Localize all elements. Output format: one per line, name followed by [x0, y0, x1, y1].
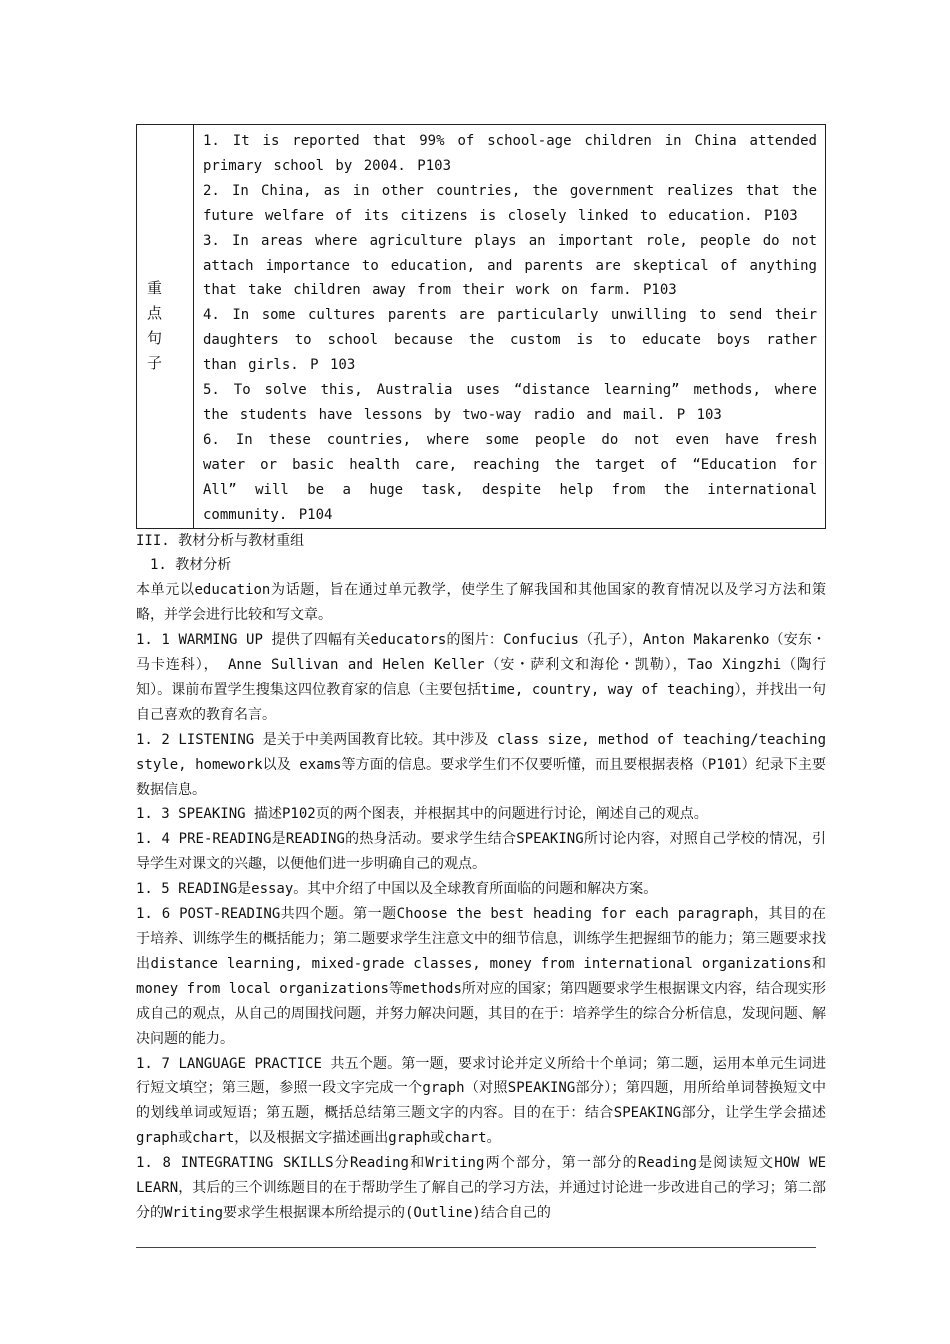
section-subheading: 1. 教材分析 [150, 557, 232, 574]
paragraph: 1. 7 LANGUAGE PRACTICE 共五个题。第一题，要求讨论并定义所给十个单词；第二题，运用本单元生词进行短文填空；第三题，参照一段文字完成一个graph（对照SPEAKING部分）；第四题，用所给单词替换短文中的划线单词或短语；第五题，概括总结第三题文字的内容。目的在于：结合SPEAKING部分，让学生学会描述graph或chart，以及根据文字描述画出graph或chart。 [136, 1055, 826, 1147]
document-page [136, 124, 826, 1226]
key-sentence: 5. To solve this, Australia uses “distance learning” methods, where the students have lessons by two-way radio and mail. P 103 [203, 382, 817, 423]
key-sentences-label-cell [137, 125, 194, 529]
paragraph: 1. 1 WARMING UP 提供了四幅有关educators的图片：Confucius（孔子），Anton Makarenko（安东・马卡连科）， Anne Sullivan and Helen Keller（安・萨利文和海伦・凯勒），Tao Xingzhi（陶行知）。课前布置学生搜集这四位教育家的信息（主要包括time, country, way of teaching），并找出一句自己喜欢的教育名言。 [136, 632, 826, 723]
paragraph: 1. 3 SPEAKING 描述P102页的两个图表，并根据其中的问题进行讨论，阐述自己的观点。 [136, 806, 708, 823]
paragraph: 1. 4 PRE-READING是READING的热身活动。要求学生结合SPEAKING所讨论内容，对照自己学校的情况，引导学生对课文的兴趣，以便他们进一步明确自己的观点。 [136, 831, 826, 873]
paragraph: 本单元以education为话题，旨在通过单元教学，使学生了解我国和其他国家的教育情况以及学习方法和策略，并学会进行比较和写文章。 [136, 582, 826, 624]
paragraph: 1. 8 INTEGRATING SKILLS分Reading和Writing两个部分，第一部分的Reading是阅读短文HOW WE LEARN，其后的三个训练题目的在于帮助学生了解自己的学习方法，并通过讨论进一步改进自己的学习；第二部分的Writing要求学生根据课本所给提示的(Outline)结合自己的 [136, 1155, 826, 1221]
key-sentence: 6. In these countries, where some people do not even have fresh water or basic health care, reaching the target of “Education for All” will be a huge task, despite help from the international community. P104 [203, 431, 817, 523]
key-sentences-content-cell [194, 125, 826, 529]
key-sentences-table [136, 124, 826, 529]
key-sentences-label: 重 点 句 子 [147, 279, 163, 373]
key-sentence: 2. In China, as in other countries, the government realizes that the future welfare of its citizens is closely linked to education. P103 [203, 182, 817, 224]
analysis-section [136, 529, 826, 1226]
paragraph: 1. 5 READING是essay。其中介绍了中国以及全球教育所面临的问题和解决方案。 [136, 881, 658, 898]
key-sentence: 3. In areas where agriculture plays an important role, people do not attach importance to education, and parents are skeptical of anything that take children away from their work on farm. P103 [203, 232, 817, 299]
paragraph: 1. 2 LISTENING 是关于中美两国教育比较。其中涉及 class size, method of teaching/teaching style, homework以及 exams等方面的信息。要求学生们不仅要听懂，而且要根据表格（P101）纪录下主要数据信息。 [136, 731, 826, 798]
key-sentence: 1. It is reported that 99% of school-age children in China attended primary school by 2004. P103 [203, 133, 817, 174]
section-heading: III. 教材分析与教材重组 [136, 532, 305, 549]
paragraph: 1. 6 POST-READING共四个题。第一题Choose the best heading for each paragraph，其目的在于培养、训练学生的概括能力；第二题要求学生注意文中的细节信息，训练学生把握细节的能力；第三题要求找出distance learning, mixed-grade classes, money from international organizations和money from local organizations等methods所对应的国家；第四题要求学生根据课文内容，结合现实形成自己的观点，从自己的周围找问题，并努力解决问题，其目的在于：培养学生的综合分析信息，发现问题、解决问题的能力。 [136, 906, 826, 1047]
footer-divider [136, 1247, 816, 1248]
key-sentence: 4. In some cultures parents are particularly unwilling to send their daughters to school because the custom is to educate boys rather than girls. P 103 [203, 307, 817, 374]
